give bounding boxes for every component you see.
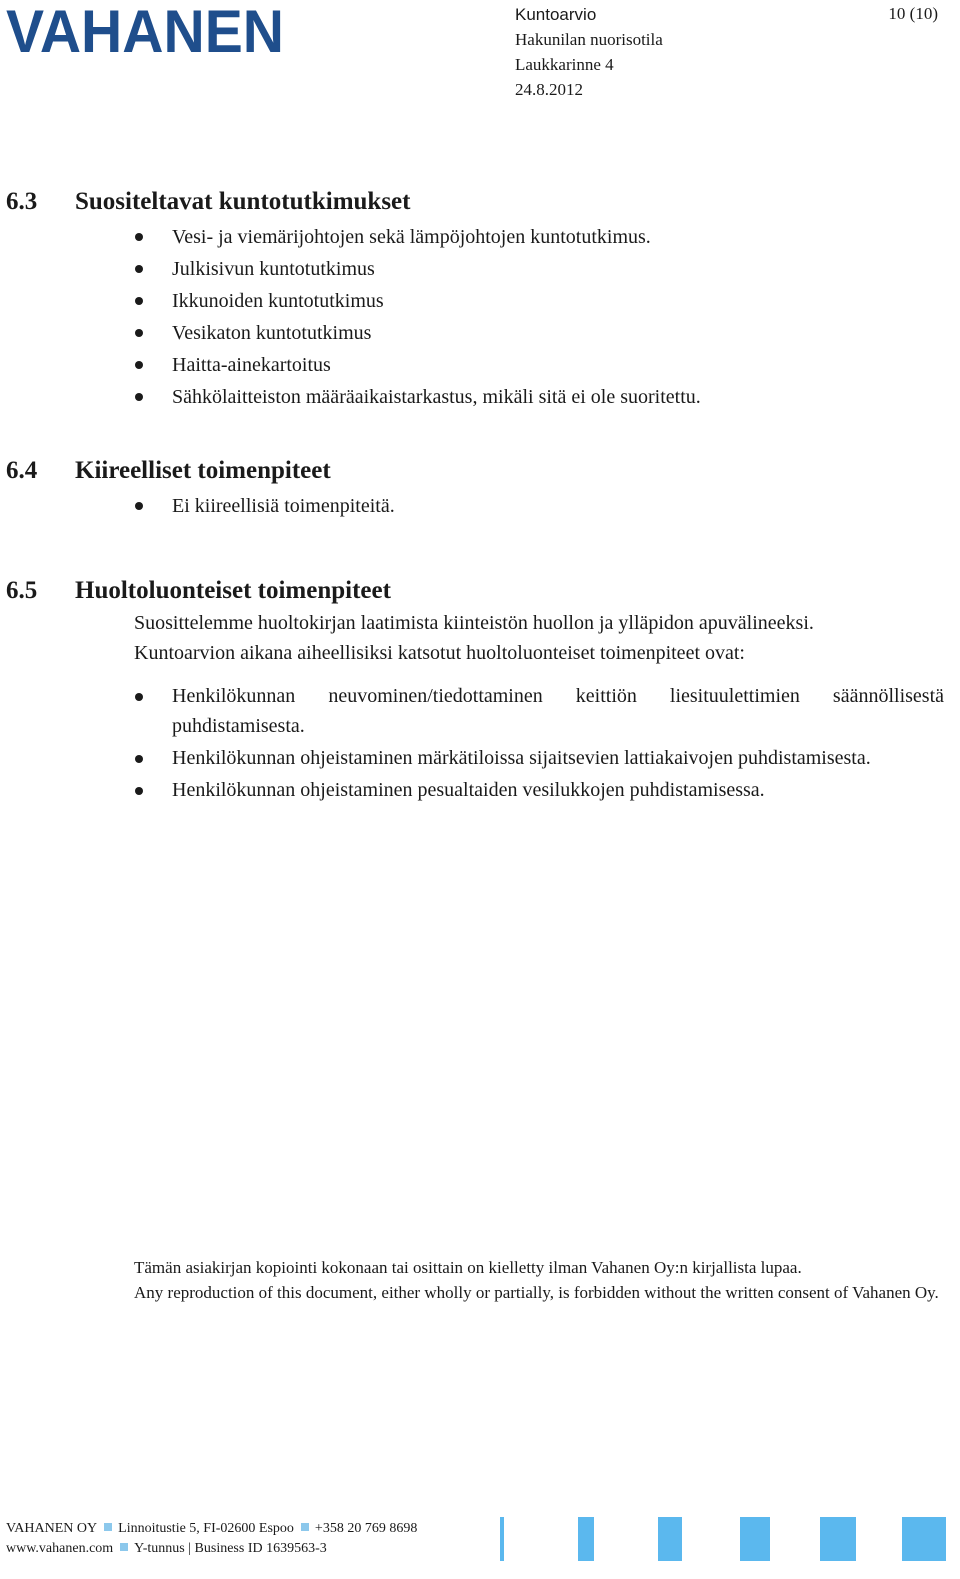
list-item: Henkilökunnan ohjeistaminen pesualtaiden vesilukkojen puhdistamisessa. <box>134 776 944 806</box>
separator-square <box>120 1543 128 1551</box>
separator-square <box>301 1523 309 1531</box>
section-heading: Kiireelliset toimenpiteet <box>75 457 331 484</box>
section-heading: Suositeltavat kuntotutkimukset <box>75 188 411 215</box>
page-footer <box>6 1519 417 1559</box>
footer-decor-bar <box>740 1517 770 1561</box>
list-item: Sähkölaitteiston määräaikaistarkastus, mikäli sitä ei ole suoritettu. <box>134 381 944 413</box>
document-date: 24.8.2012 <box>515 80 583 99</box>
section-number: 6.4 <box>6 457 38 484</box>
section-heading: Huoltoluonteiset toimenpiteet <box>75 577 391 604</box>
footer-address: Linnoitustie 5, FI-02600 Espoo <box>118 1521 294 1536</box>
list-item: Haitta-ainekartoitus <box>134 349 944 381</box>
maintenance-actions-list <box>134 682 944 808</box>
document-header <box>515 2 663 102</box>
footer-business-id: Y-tunnus | Business ID 1639563-3 <box>134 1541 327 1556</box>
urgent-actions-list <box>134 490 944 522</box>
list-item: Vesikaton kuntotutkimus <box>134 317 944 349</box>
footer-decor-bar <box>500 1517 504 1561</box>
separator-square <box>104 1523 112 1531</box>
recommended-studies-list <box>134 221 944 413</box>
document-subtitle: Hakunilan nuorisotila <box>515 30 663 49</box>
footer-decor-bar <box>578 1517 594 1561</box>
section-number: 6.5 <box>6 577 38 604</box>
list-item: Henkilökunnan neuvominen/tiedottaminen keittiön liesituulettimien säännöllisestä puhdistamisesta. <box>134 682 944 741</box>
vahanen-logo <box>6 2 286 58</box>
list-item: Vesi- ja viemärijohtojen sekä lämpöjohtojen kuntotutkimus. <box>134 221 944 253</box>
section-paragraph: Suosittelemme huoltokirjan laatimista kiinteistön huollon ja ylläpidon apuvälineeksi. <box>134 612 814 634</box>
section-number: 6.3 <box>6 188 38 215</box>
copyright-notice <box>134 1255 946 1305</box>
list-item: Ikkunoiden kuntotutkimus <box>134 285 944 317</box>
svg-text:VAHANEN: VAHANEN <box>6 2 284 58</box>
footer-phone: +358 20 769 8698 <box>314 1521 418 1536</box>
footer-company: VAHANEN OY <box>6 1521 98 1536</box>
footer-website: www.vahanen.com <box>6 1541 114 1556</box>
document-address: Laukkarinne 4 <box>515 55 614 74</box>
list-item: Julkisivun kuntotutkimus <box>134 253 944 285</box>
footer-decor-bar <box>658 1517 682 1561</box>
copyright-notice-en: Any reproduction of this document, either wholly or partially, is forbidden without the written consent of Vahanen Oy. <box>134 1283 939 1302</box>
section-paragraph: Kuntoarvion aikana aiheellisiksi katsotut huoltoluonteiset toimenpiteet ovat: <box>134 642 745 664</box>
document-title: Kuntoarvio <box>515 5 597 24</box>
list-item: Ei kiireellisiä toimenpiteitä. <box>134 490 944 522</box>
copyright-notice-fi: Tämän asiakirjan kopiointi kokonaan tai osittain on kielletty ilman Vahanen Oy:n kirjallista lupaa. <box>134 1258 802 1277</box>
footer-decor-bar <box>820 1517 856 1561</box>
page-number: 10 (10) <box>888 4 938 23</box>
footer-decor-bar <box>902 1517 946 1561</box>
list-item: Henkilökunnan ohjeistaminen märkätiloissa sijaitsevien lattiakaivojen puhdistamisesta. <box>134 744 944 774</box>
